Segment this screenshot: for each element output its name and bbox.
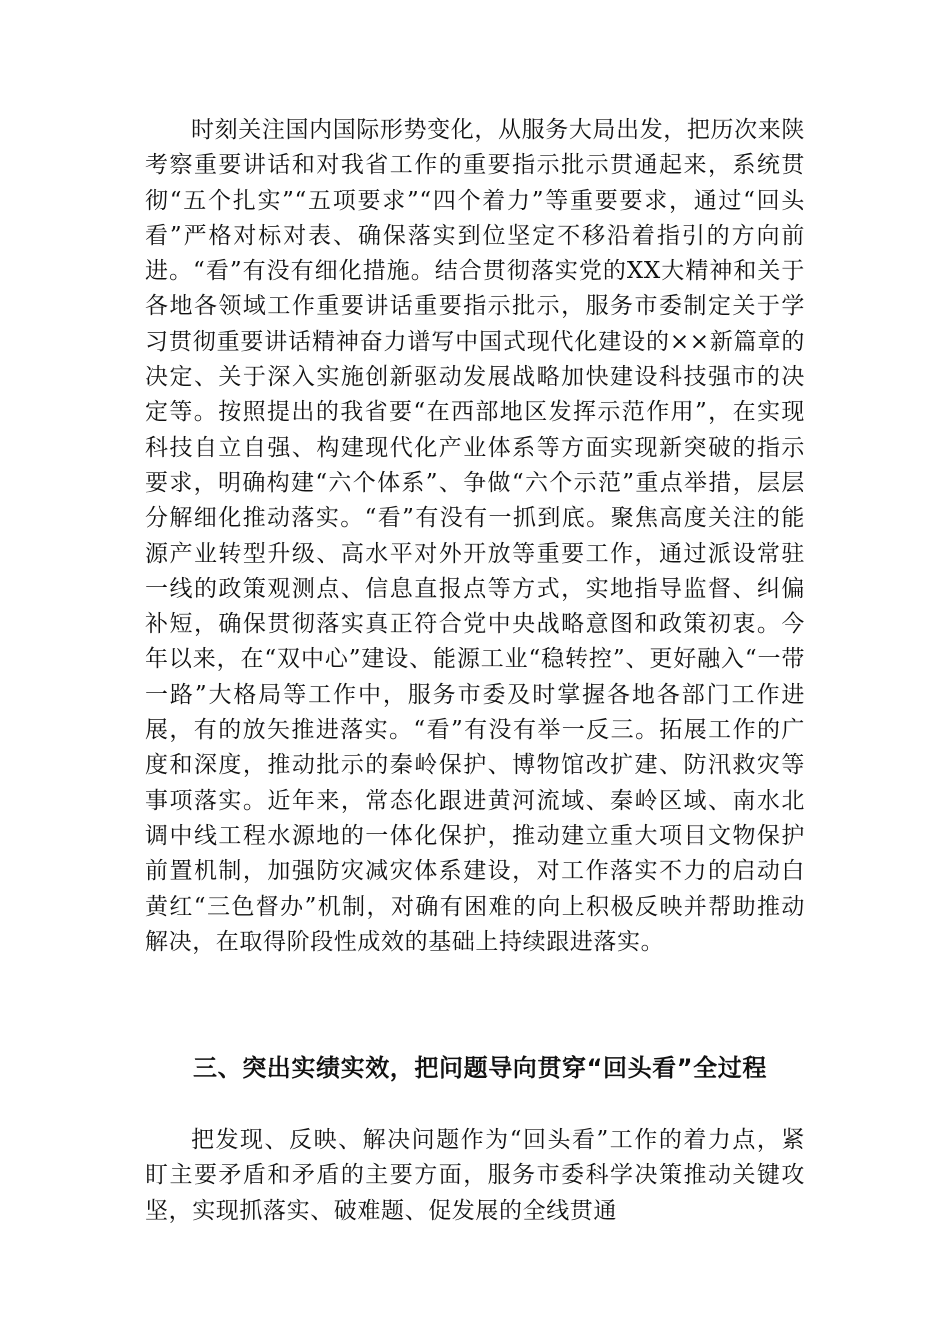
body-paragraph-continued: 把发现、反映、解决问题作为“回头看”工作的着力点，紧盯主要矛盾和矛盾的主要方面，服务市委科学决策推动关键攻坚，实现抓落实、破难题、促发展的全线贯通 — [145, 1127, 805, 1224]
section-heading: 三、突出实绩实效，把问题导向贯穿“回头看”全过程 — [193, 1054, 767, 1082]
body-paragraph: 时刻关注国内国际形势变化，从服务大局出发，把历次来陕考察重要讲话和对我省工作的重要指示批示贯通起来，系统贯彻“五个扎实”“五项要求”“四个着力”等重要要求，通过“回头看”严格对标对表、确保落实到位坚定不移沿着指引的方向前进。“看”有没有细化措施。结合贯彻落实党的XX大精神和关于各地各领域工作重要讲话重要指示批示，服务市委制定关于学习贯彻重要讲话精神奋力谱写中国式现代化建设的××新篇章的决定、关于深入实施创新驱动发展战略加快建设科技强市的决定等。按照提出的我省要“在西部地区发挥示范作用”，在实现科技自立自强、构建现代化产业体系等方面实现新突破的指示要求，明确构建“六个体系”、争做“六个示范”重点举措，层层分解细化推动落实。“看”有没有一抓到底。聚焦高度关注的能源产业转型升级、高水平对外开放等重要工作，通过派设常驻一线的政策观测点、信息直报点等方式，实地指导监督、纠偏补短，确保贯彻落实真正符合党中央战略意图和政策初衷。今年以来，在“双中心”建设、能源工业“稳转控”、更好融入“一带一路”大格局等工作中，服务市委及时掌握各地各部门工作进展，有的放矢推进落实。“看”有没有举一反三。拓展工作的广度和深度，推动批示的秦岭保护、博物馆改扩建、防汛救灾等事项落实。近年来，常态化跟进黄河流域、秦岭区域、南水北调中线工程水源地的一体化保护，推动建立重大项目文物保护前置机制，加强防灾减灾体系建设，对工作落实不力的启动白黄红“三色督办”机制，对确有困难的向上积极反映并帮助推动解决，在取得阶段性成效的基础上持续跟进落实。 — [145, 117, 805, 955]
